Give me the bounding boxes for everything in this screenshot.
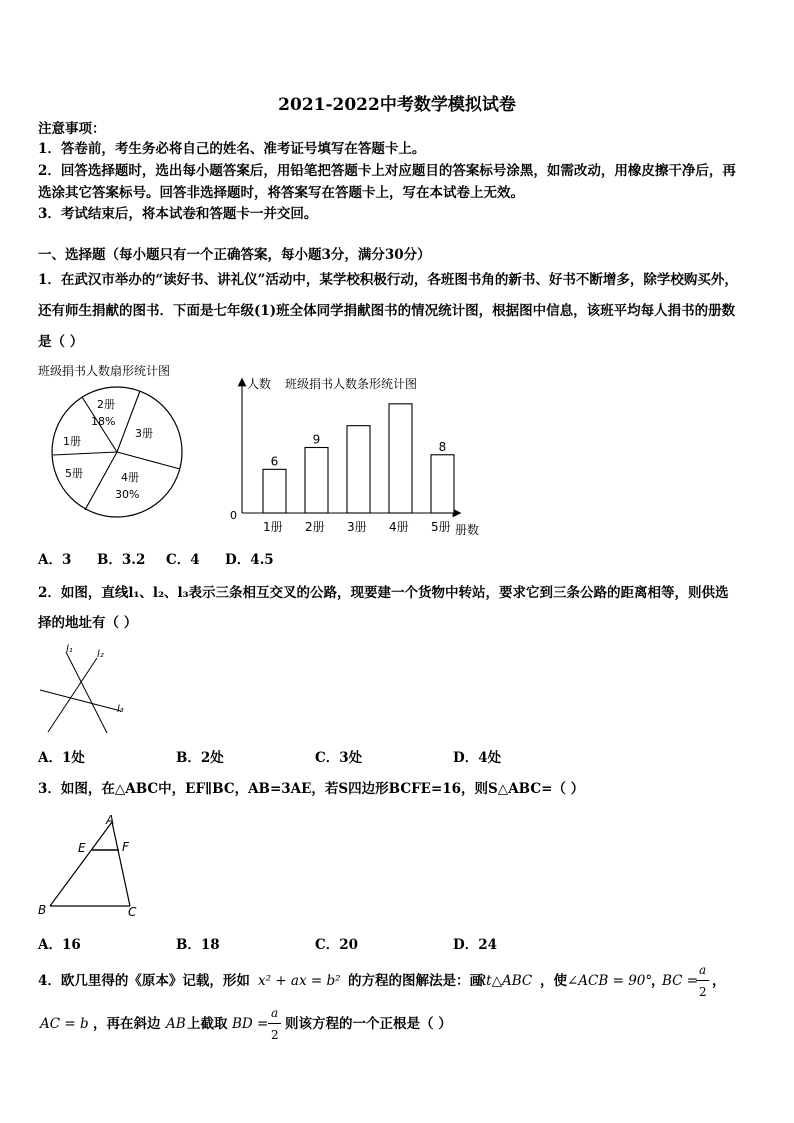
bar-tick-label-2: 2册 — [305, 520, 325, 534]
bar-3 — [347, 426, 370, 513]
q2-option-d: D．4处 — [453, 750, 502, 766]
q2-line-2: 择的地址有（ ） — [38, 615, 138, 631]
q4-bd-fraction-den: 2 — [271, 1028, 279, 1042]
line-l2 — [48, 658, 97, 732]
pie-chart-title: 班级捐书人数扇形统计图 — [38, 364, 171, 378]
label-f: F — [122, 840, 129, 854]
q4-comma: ， — [651, 973, 665, 989]
label-e: E — [78, 841, 86, 855]
q4-bc-fraction-den: 2 — [699, 985, 707, 999]
bar-x-axis-label: 册数 — [455, 523, 480, 537]
q2-option-b: B．2处 — [176, 750, 224, 766]
label-l3: l₃ — [117, 704, 124, 715]
q1-option-b: B．3.2 — [97, 552, 146, 568]
pie-slice-percent-4: 30% — [115, 488, 140, 501]
pie-slice-label-5: 5册 — [65, 467, 83, 480]
side-AB — [50, 822, 112, 906]
q4-line-1a: 4．欧几里得的《原本》记载，形如 — [38, 973, 250, 989]
bar-2 — [305, 448, 328, 514]
q1-line-1: 1．在武汉市举办的“读好书、讲礼仪”活动中，某学校积极行动，各班图书角的新书、好书不断增多，除学校购买外， — [38, 272, 738, 288]
label-l1: l₁ — [66, 644, 73, 655]
q1-option-d: D．4.5 — [225, 552, 274, 568]
q4-equation: x² + ax = b² — [258, 973, 341, 989]
q1-option-c: C．4 — [166, 552, 200, 568]
side-AC — [112, 822, 130, 906]
q4-line-1c: ，使 — [540, 973, 567, 989]
label-l2: l₂ — [97, 649, 104, 660]
bar-tick-label-4: 4册 — [389, 520, 409, 534]
q4-bc-fraction-bar — [696, 980, 709, 981]
pie-slice-label-1: 1册 — [63, 435, 81, 448]
label-b: B — [38, 903, 47, 917]
q4-ab-label: AB — [166, 1016, 186, 1032]
q4-rt-triangle: Rt△ABC — [476, 973, 533, 989]
q3-option-d: D．24 — [453, 937, 497, 953]
bar-chart-title: 班级捐书人数条形统计图 — [285, 377, 418, 391]
q4-line-2c: 上截取 — [187, 1016, 228, 1032]
label-c: C — [128, 905, 137, 919]
bar-data-label-5: 8 — [438, 439, 447, 454]
q4-bc-fraction-num: a — [699, 963, 707, 977]
q2-line-1: 2．如图，直线l₁、l₂、l₃表示三条相互交叉的公路，现要建一个货物中转站，要求它到三条公路的距离相等，则供选 — [38, 585, 729, 601]
bar-1 — [263, 469, 286, 513]
q2-option-c: C．3处 — [315, 750, 363, 766]
bar-y-axis-label: 人数 — [247, 377, 272, 391]
bar-chart — [225, 368, 495, 543]
pie-slice-percent-2: 18% — [91, 415, 116, 428]
section-heading: 一、选择题（每小题只有一个正确答案，每小题3分，满分30分） — [38, 247, 431, 263]
bar-series — [263, 404, 454, 534]
pie-slice-label-4: 4册 — [121, 471, 139, 484]
q2-option-a: A．1处 — [38, 750, 85, 766]
bar-5 — [431, 455, 454, 513]
bar-tick-label-5: 5册 — [431, 520, 451, 534]
notice-line-3: 3．考试结束后，将本试卷和答题卡一并交回。 — [38, 206, 318, 222]
pie-chart — [45, 385, 195, 520]
page-title: 2021-2022中考数学模拟试卷 — [278, 95, 516, 115]
bar-origin-label: 0 — [230, 509, 237, 522]
q3-option-b: B．18 — [176, 937, 220, 953]
q4-comma-2: ， — [712, 973, 726, 989]
q2-figure — [35, 640, 135, 740]
q3-figure — [35, 810, 145, 922]
label-a: A — [106, 813, 115, 827]
bar-4 — [389, 404, 412, 513]
q4-bd-label: BD = — [232, 1016, 269, 1032]
bar-data-label-2: 9 — [312, 432, 321, 447]
q3-option-c: C．20 — [315, 937, 359, 953]
notice-line-2b: 选涂其它答案标号。回答非选择题时，将答案写在答题卡上，写在本试卷上无效。 — [38, 185, 524, 201]
bar-data-label-1: 6 — [270, 454, 279, 469]
q4-bd-fraction-bar — [268, 1023, 281, 1024]
notice-line-2a: 2．回答选择题时，选出每小题答案后，用铅笔把答题卡上对应题目的答案标号涂黑，如需改动，用橡皮擦干净后，再 — [38, 163, 736, 179]
q4-line-2d: 则该方程的一个正根是（ ） — [285, 1016, 452, 1032]
q4-bd-fraction-num: a — [271, 1006, 279, 1020]
q4-ac-label: AC = b — [40, 1016, 89, 1032]
notice-line-1: 1．答卷前，考生务必将自己的姓名、准考证号填写在答题卡上。 — [38, 141, 426, 157]
q1-line-2: 还有师生捐献的图书．下面是七年级(1)班全体同学捐献图书的情况统计图，根据图中信息，该班平均每人捐书的册数 — [38, 303, 736, 319]
pie-slice-label-3: 3册 — [135, 427, 153, 440]
q4-line-2b: ，再在斜边 — [93, 1016, 161, 1032]
q4-angle: ∠ACB = 90° — [567, 973, 653, 989]
q3-option-a: A．16 — [38, 937, 81, 953]
pie-slice-label-2: 2册 — [97, 398, 115, 411]
bar-tick-label-3: 3册 — [347, 520, 367, 534]
q1-line-3: 是（ ） — [38, 334, 84, 350]
bar-tick-label-1: 1册 — [263, 520, 283, 534]
line-l3 — [40, 690, 121, 711]
line-l1 — [66, 652, 107, 733]
q4-bc-label: BC = — [662, 973, 699, 989]
notice-heading: 注意事项： — [38, 121, 106, 137]
q3-line-1: 3．如图，在△ABC中，EF∥BC，AB=3AE，若S四边形BCFE=16，则S△ABC=（ ） — [38, 781, 585, 797]
q1-option-a: A．3 — [38, 552, 72, 568]
q4-line-1b: 的方程的图解法是：画 — [348, 973, 483, 989]
